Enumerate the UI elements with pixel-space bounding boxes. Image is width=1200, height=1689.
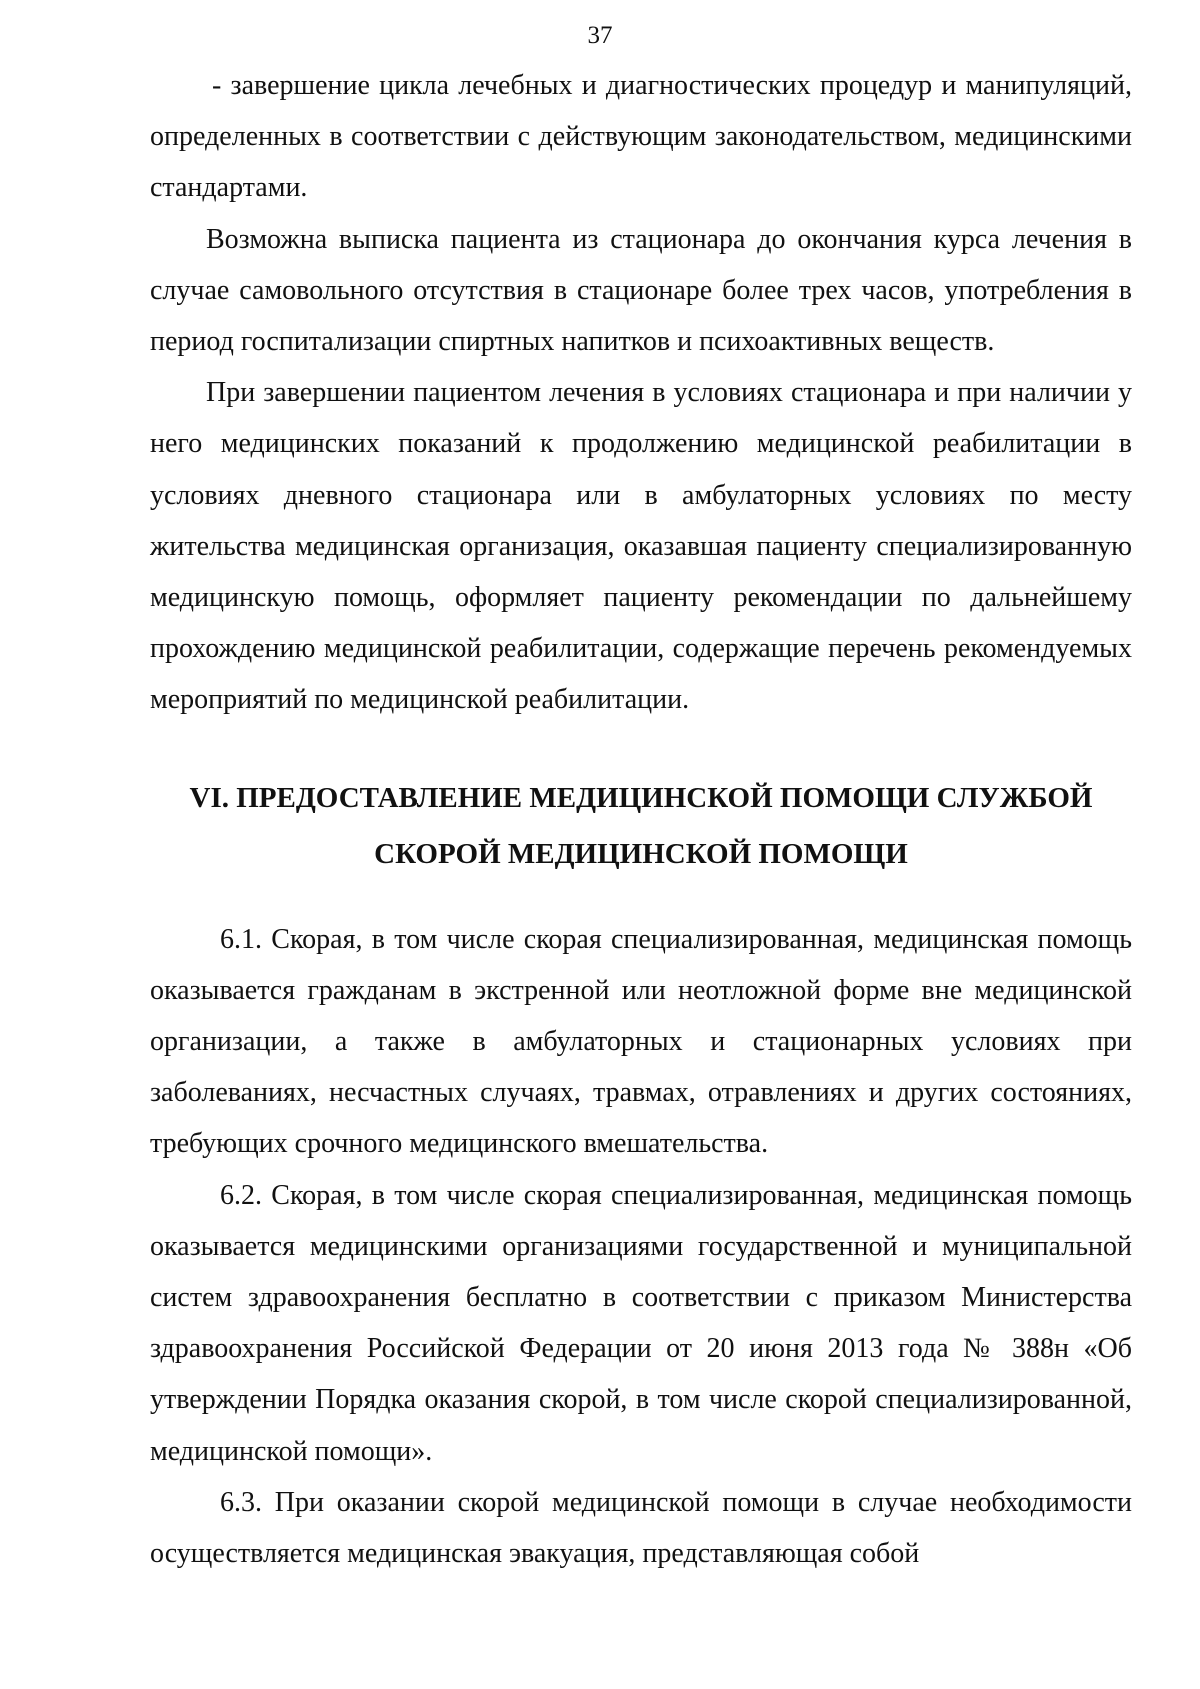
document-body <box>150 60 1132 1579</box>
section-heading-line-1: VI. ПРЕДОСТАВЛЕНИЕ МЕДИЦИНСКОЙ ПОМОЩИ СЛУЖБОЙ <box>189 781 1093 814</box>
paragraph-6-3: 6.3. При оказании скорой медицинской помощи в случае необходимости осуществляется медицинская эвакуация, представляющая собой <box>150 1486 1132 1570</box>
section-heading <box>150 770 1132 882</box>
page-number: 37 <box>587 22 613 49</box>
paragraph-6-1: 6.1. Скорая, в том числе скорая специализированная, медицинская помощь оказывается гражданам в экстренной или неотложной форме вне медицинской организации, а также в амбулаторных и стационарных условиях при заболеваниях, несчастных случаях, травмах, отравлениях и других состояниях, требующих срочного медицинского вмешательства. <box>150 923 1132 1160</box>
section-heading-line-2: СКОРОЙ МЕДИЦИНСКОЙ ПОМОЩИ <box>374 837 908 870</box>
paragraph-6-2: 6.2. Скорая, в том числе скорая специализированная, медицинская помощь оказывается медицинскими организациями государственной и муниципальной систем здравоохранения бесплатно в соответствии с приказом Министерства здравоохранения Российской Федерации от 20 июня 2013 года № 388н «Об утверждении Порядка оказания скорой, в том числе скорой специализированной, медицинской помощи». <box>150 1179 1132 1467</box>
paragraph-rehabilitation-recommendations: При завершении пациентом лечения в условиях стационара и при наличии у него медицинских показаний к продолжению медицинской реабилитации в условиях дневного стационара или в амбулаторных условиях по месту жительства медицинская организация, оказавшая пациенту специализированную медицинскую помощь, оформляет пациенту рекомендации по дальнейшему прохождению медицинской реабилитации, содержащие перечень рекомендуемых мероприятий по медицинской реабилитации. <box>150 377 1132 716</box>
paragraph-discharge-criteria: - завершение цикла лечебных и диагностических процедур и манипуляций, определенных в соответствии с действующим законодательством, медицинскими стандартами. <box>150 70 1132 204</box>
paragraph-early-discharge: Возможна выписка пациента из стационара до окончания курса лечения в случае самовольного отсутствия в стационаре более трех часов, употребления в период госпитализации спиртных напитков и психоактивных веществ. <box>150 223 1132 358</box>
